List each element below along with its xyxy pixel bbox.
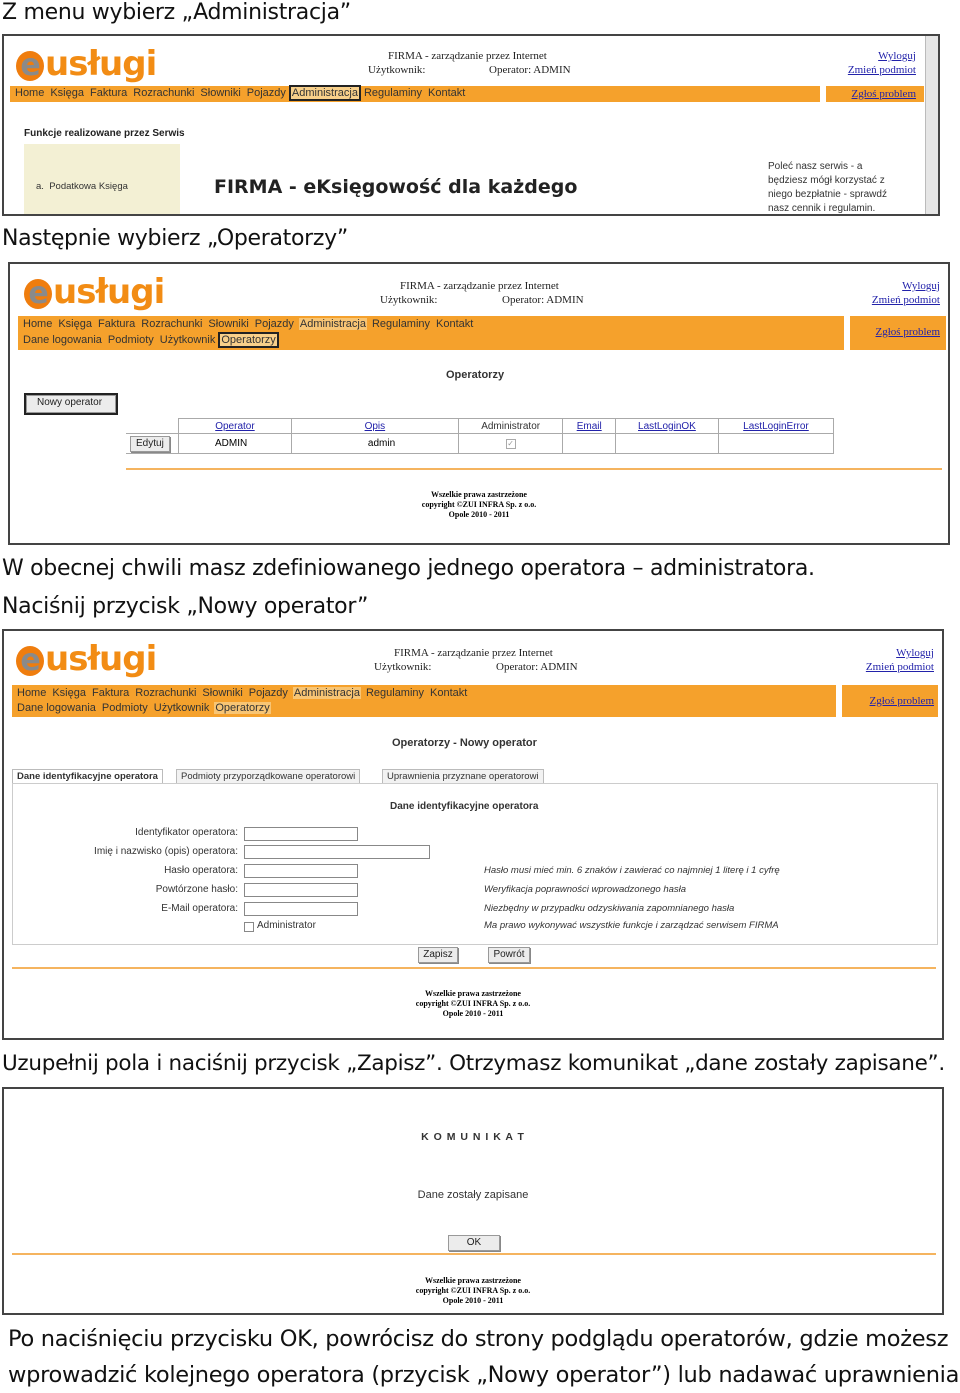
menu-home[interactable]: Home xyxy=(15,87,45,99)
menu-regulaminy[interactable]: Regulaminy xyxy=(363,87,423,99)
cell-opis: admin xyxy=(291,434,458,454)
menu-administracja[interactable]: Administracja xyxy=(293,687,360,699)
screenshot-komunikat xyxy=(2,1087,944,1315)
report-problem-link[interactable]: Zgłoś problem xyxy=(875,326,940,338)
admin-checkbox: ✓ xyxy=(507,439,514,448)
change-entity-link[interactable]: Zmień podmiot xyxy=(847,64,916,76)
functions-panel xyxy=(24,144,180,216)
hint-administrator: Ma prawo wykonywać wszystkie funkcje i zarządzać serwisem FIRMA xyxy=(484,920,779,931)
logout-link[interactable]: Wyloguj xyxy=(896,647,934,659)
banner-title: FIRMA - eKsięgowość dla każdego xyxy=(214,176,578,198)
user-label: Użytkownik: xyxy=(374,661,432,673)
menu-home[interactable]: Home xyxy=(23,318,53,330)
app-logo: e usługi xyxy=(16,639,156,679)
submenu-podmioty[interactable]: Podmioty xyxy=(107,334,154,346)
menu-home[interactable]: Home xyxy=(17,687,47,699)
logout-link[interactable]: Wyloguj xyxy=(878,50,916,62)
col-email[interactable]: Email xyxy=(563,419,615,434)
submenu-uzytkownik[interactable]: Użytkownik xyxy=(159,334,216,346)
report-problem-link[interactable]: Zgłoś problem xyxy=(869,695,934,707)
screenshot-administracja xyxy=(2,34,940,216)
administrator-checkbox[interactable] xyxy=(244,922,254,932)
save-button[interactable]: Zapisz xyxy=(418,947,458,963)
email-input[interactable] xyxy=(244,902,358,916)
back-button[interactable]: Powrót xyxy=(488,947,530,963)
menu-rozrachunki[interactable]: Rozrachunki xyxy=(141,318,203,330)
edit-button[interactable]: Edytuj xyxy=(130,436,170,452)
menu-pojazdy[interactable]: Pojazdy xyxy=(248,687,288,699)
menu-rozrachunki[interactable]: Rozrachunki xyxy=(135,687,197,699)
menu-pojazdy[interactable]: Pojazdy xyxy=(254,318,294,330)
caption-4: Uzupełnij pola i naciśnij przycisk „Zapisz”. Otrzymasz komunikat „dane zostały zapisane”. xyxy=(2,1051,945,1076)
cell-operator: ADMIN xyxy=(179,434,292,454)
service-title: FIRMA - zarządzanie przez Internet xyxy=(400,280,559,292)
operator-label: Operator: ADMIN xyxy=(496,661,578,673)
menu-regulaminy[interactable]: Regulaminy xyxy=(371,318,431,330)
col-operator[interactable]: Operator xyxy=(179,419,292,434)
identyfikator-input[interactable] xyxy=(244,827,358,841)
sub-menu xyxy=(16,702,275,714)
haslo-input[interactable] xyxy=(244,864,358,878)
menu-kontakt[interactable]: Kontakt xyxy=(428,87,466,99)
logout-link[interactable]: Wyloguj xyxy=(902,280,940,292)
submenu-dane-logowania[interactable]: Dane logowania xyxy=(23,334,102,346)
recommend-text: Poleć nasz serwis - a będziesz mógł korzystać z niego bezpłatnie - sprawdź nasz cennik i regulamin. xyxy=(768,161,887,214)
scrollbar[interactable] xyxy=(925,36,938,216)
page-title: Operatorzy xyxy=(446,369,505,381)
label-imie-nazwisko: Imię i nazwisko (opis) operatora: xyxy=(94,846,238,857)
hint-haslo: Hasło musi mieć min. 6 znaków i zawierać co najmniej 1 literę i 1 cyfrę xyxy=(484,865,780,876)
section-title: Dane identyfikacyjne operatora xyxy=(390,801,539,812)
message-title: K O M U N I K A T xyxy=(421,1131,525,1143)
imie-nazwisko-input[interactable] xyxy=(244,845,430,859)
page-title: Operatorzy - Nowy operator xyxy=(392,737,537,749)
function-item: a. Podatkowa Księga xyxy=(36,181,128,192)
caption-2: Następnie wybierz „Operatorzy” xyxy=(2,226,348,251)
tab-dane-identyfikacyjne[interactable]: Dane identyfikacyjne operatora xyxy=(12,769,163,783)
caption-5b: wprowadzić kolejnego operatora (przycisk „Nowy operator”) lub nadawać uprawnienia xyxy=(8,1362,960,1388)
menu-administracja[interactable]: Administracja xyxy=(299,318,366,330)
menu-kontakt[interactable]: Kontakt xyxy=(430,687,468,699)
col-lastloginok[interactable]: LastLoginOK xyxy=(615,419,718,434)
menu-ksiega[interactable]: Księga xyxy=(50,87,84,99)
submenu-operatorzy[interactable]: Operatorzy xyxy=(221,334,276,346)
menu-administracja[interactable]: Administracja xyxy=(291,87,358,99)
screenshot-nowy-operator xyxy=(2,629,944,1040)
submenu-operatorzy[interactable]: Operatorzy xyxy=(215,702,270,714)
operator-label: Operator: ADMIN xyxy=(489,64,571,76)
menu-faktura[interactable]: Faktura xyxy=(89,87,128,99)
main-menu xyxy=(22,318,478,330)
menu-pojazdy[interactable]: Pojazdy xyxy=(246,87,286,99)
label-haslo: Hasło operatora: xyxy=(164,865,238,876)
caption-3b: Naciśnij przycisk „Nowy operator” xyxy=(2,594,369,619)
table-row xyxy=(126,434,834,454)
footer: Wszelkie prawa zastrzeżone copyright ©ZUI INFRA Sp. z o.o. Opole 2010 - 2011 xyxy=(415,989,531,1018)
user-label: Użytkownik: xyxy=(368,64,426,76)
menu-ksiega[interactable]: Księga xyxy=(52,687,86,699)
main-menu xyxy=(16,687,472,699)
menu-slowniki[interactable]: Słowniki xyxy=(202,687,243,699)
caption-1: Z menu wybierz „Administracja” xyxy=(2,0,351,25)
operators-table xyxy=(126,418,834,454)
menu-ksiega[interactable]: Księga xyxy=(58,318,92,330)
col-lastloginerror[interactable]: LastLoginError xyxy=(718,419,833,434)
submenu-dane-logowania[interactable]: Dane logowania xyxy=(17,702,96,714)
menu-faktura[interactable]: Faktura xyxy=(91,687,130,699)
hint-powtorzone-haslo: Weryfikacja poprawności wprowadzonego hasła xyxy=(484,884,687,895)
menu-faktura[interactable]: Faktura xyxy=(97,318,136,330)
new-operator-button[interactable]: Nowy operator xyxy=(26,395,116,413)
col-administrator: Administrator xyxy=(458,419,563,434)
sub-menu xyxy=(22,334,281,346)
caption-5a: Po naciśnięciu przycisku OK, powrócisz do strony podglądu operatorów, gdzie możesz xyxy=(8,1326,949,1352)
menu-kontakt[interactable]: Kontakt xyxy=(436,318,474,330)
footer: Wszelkie prawa zastrzeżone copyright ©ZUI INFRA Sp. z o.o. Opole 2010 - 2011 xyxy=(421,490,537,519)
ok-button[interactable]: OK xyxy=(448,1235,500,1251)
tab-uprawnienia[interactable]: Uprawnienia przyznane operatorowi xyxy=(382,769,544,783)
user-label: Użytkownik: xyxy=(380,294,438,306)
footer: Wszelkie prawa zastrzeżone copyright ©ZUI INFRA Sp. z o.o. Opole 2010 - 2011 xyxy=(415,1276,531,1305)
operator-label: Operator: ADMIN xyxy=(502,294,584,306)
functions-title: Funkcje realizowane przez Serwis xyxy=(24,128,185,139)
app-logo: e usługi xyxy=(16,44,156,84)
label-identyfikator: Identyfikator operatora: xyxy=(135,827,238,838)
submenu-podmioty[interactable]: Podmioty xyxy=(101,702,148,714)
label-powtorzone-haslo: Powtórzone hasło: xyxy=(155,884,238,895)
col-opis[interactable]: Opis xyxy=(291,419,458,434)
menu-slowniki[interactable]: Słowniki xyxy=(208,318,249,330)
service-title: FIRMA - zarządzanie przez Internet xyxy=(394,647,553,659)
message-text: Dane zostały zapisane xyxy=(417,1189,529,1201)
hint-email: Niezbędny w przypadku odzyskiwania zapomnianego hasła xyxy=(484,903,735,914)
report-problem-link[interactable]: Zgłoś problem xyxy=(851,88,916,100)
caption-3a: W obecnej chwili masz zdefiniowanego jednego operatora – administratora. xyxy=(2,556,815,581)
change-entity-link[interactable]: Zmień podmiot xyxy=(865,661,934,673)
label-email: E-Mail operatora: xyxy=(161,903,238,914)
tab-podmioty[interactable]: Podmioty przyporządkowane operatorowi xyxy=(176,769,360,783)
powtorzone-haslo-input[interactable] xyxy=(244,883,358,897)
change-entity-link[interactable]: Zmień podmiot xyxy=(871,294,940,306)
menu-slowniki[interactable]: Słowniki xyxy=(200,87,241,99)
service-title: FIRMA - zarządzanie przez Internet xyxy=(388,50,547,62)
app-logo: e usługi xyxy=(24,272,164,312)
submenu-uzytkownik[interactable]: Użytkownik xyxy=(153,702,210,714)
main-menu xyxy=(14,87,470,99)
administrator-label: Administrator xyxy=(257,920,316,931)
screenshot-operatorzy xyxy=(8,262,950,545)
menu-regulaminy[interactable]: Regulaminy xyxy=(365,687,425,699)
menu-rozrachunki[interactable]: Rozrachunki xyxy=(133,87,195,99)
